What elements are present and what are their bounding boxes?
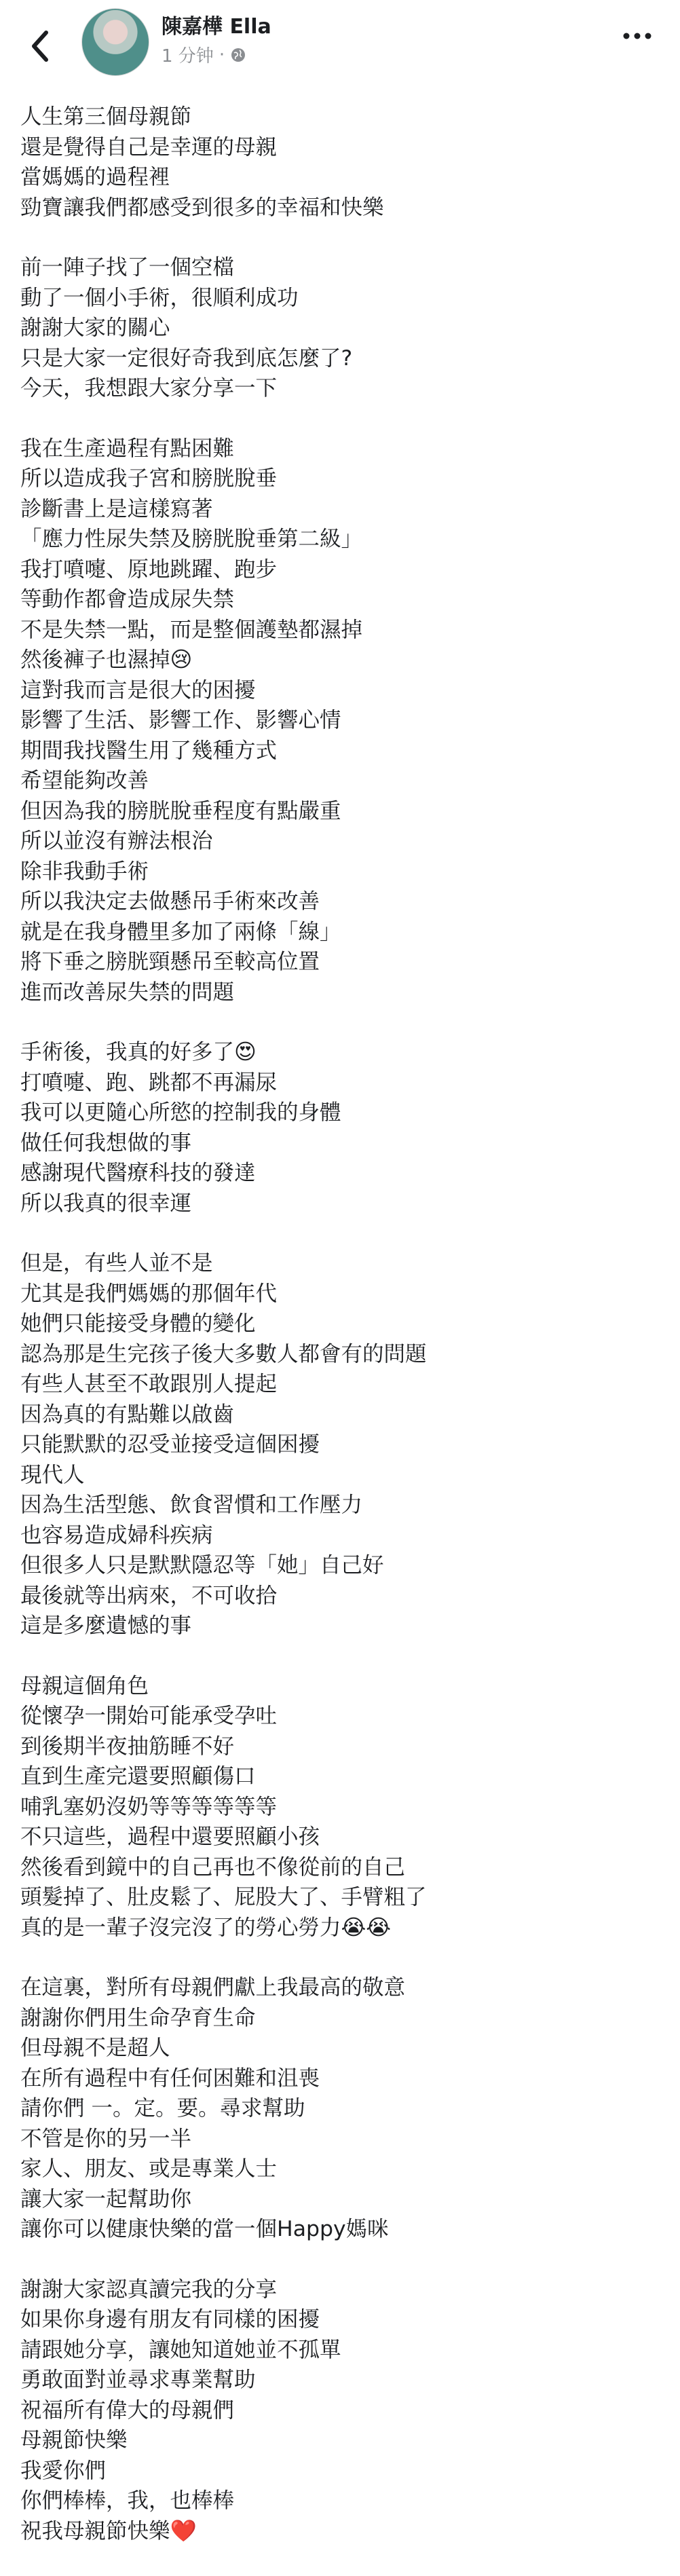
avatar[interactable] bbox=[81, 8, 149, 76]
post-line: 謝謝你們用生命孕育生命 bbox=[20, 2005, 256, 2030]
post-line: 不管是你的另一半 bbox=[20, 2126, 192, 2151]
post-line: 讓大家一起幫助你 bbox=[20, 2186, 192, 2211]
post-line: 尤其是我們媽媽的那個年代 bbox=[20, 1281, 278, 1306]
post-line: 但母親不是超人 bbox=[20, 2036, 170, 2060]
post-line: 直到生產完還要照顧傷口 bbox=[20, 1764, 256, 1789]
post-line: 只能默默的忍受並接受這個困擾 bbox=[20, 1432, 320, 1457]
post-line: 但是，有些人並不是 bbox=[20, 1251, 213, 1275]
post-line: 現代人 bbox=[20, 1462, 85, 1487]
post-line: 我愛你們 bbox=[20, 2458, 107, 2483]
post-line: 當媽媽的過程裡 bbox=[20, 165, 170, 189]
post-line: 我打噴嚏、原地跳躍、跑步 bbox=[20, 557, 278, 582]
post-line: 然後看到鏡中的自己再也不像從前的自己 bbox=[20, 1854, 406, 1880]
post-line: 然後褲子也濕掉😢 bbox=[20, 648, 193, 672]
post-line: 頭髮掉了、肚皮鬆了、屁股大了、手臂粗了 bbox=[20, 1885, 427, 1909]
post-header bbox=[0, 0, 680, 102]
post-line: 母親節快樂 bbox=[20, 2428, 128, 2452]
post-line: 到後期半夜抽筋睡不好 bbox=[20, 1734, 235, 1759]
chevron-left-icon bbox=[15, 19, 69, 73]
post-line: 感謝現代醫療科技的發達 bbox=[20, 1161, 256, 1185]
post-meta bbox=[162, 42, 246, 67]
post-line: 我可以更隨心所慾的控制我的身體 bbox=[20, 1100, 341, 1125]
post-line: 還是覺得自己是幸運的母親 bbox=[20, 134, 278, 160]
more-options-button[interactable] bbox=[613, 19, 661, 53]
post-line: 期間我找醫生用了幾種方式 bbox=[20, 738, 278, 763]
post-line: 所以我真的很幸運 bbox=[20, 1191, 192, 1216]
post-line: 謝謝大家的關心 bbox=[20, 316, 170, 340]
post-line: 只是大家一定很好奇我到底怎麼了? bbox=[20, 346, 353, 371]
post-line: 所以並沒有辦法根治 bbox=[20, 829, 213, 853]
author-name[interactable]: 陳嘉樺 Ella bbox=[162, 15, 271, 39]
post-paragraph bbox=[20, 102, 658, 223]
post-line: 因為真的有點難以啟齒 bbox=[20, 1402, 235, 1427]
post-line: 所以我決定去做懸吊手術來改善 bbox=[20, 889, 320, 914]
post-line: 如果你身邊有朋友有同樣的困擾 bbox=[20, 2307, 320, 2332]
post-line: 家人、朋友、或是專業人士 bbox=[20, 2157, 278, 2181]
post-line: 真的是一輩子沒完沒了的勞心勞力😭😭 bbox=[20, 1915, 392, 1940]
post-line: 等動作都會造成尿失禁 bbox=[20, 587, 235, 612]
post-line: 哺乳塞奶沒奶等等等等等等 bbox=[20, 1794, 278, 1819]
post-line: 動了一個小手術，很順利成功 bbox=[20, 285, 299, 310]
post-line: 祝我母親節快樂❤️ bbox=[20, 2518, 197, 2543]
post-paragraph bbox=[20, 1671, 658, 1943]
post-line: 不是失禁一點，而是整個護墊都濕掉 bbox=[20, 617, 363, 642]
post-line: 將下垂之膀胱頸懸吊至較高位置 bbox=[20, 950, 320, 974]
post-line: 她們只能接受身體的變化 bbox=[20, 1311, 256, 1336]
post-paragraph bbox=[20, 434, 658, 1008]
post-line: 謝謝大家認真讀完我的分享 bbox=[20, 2277, 278, 2302]
post-line: 人生第三個母親節 bbox=[20, 105, 192, 129]
post-line: 除非我動手術 bbox=[20, 859, 149, 884]
post-line: 你們棒棒，我，也棒棒 bbox=[20, 2488, 235, 2513]
post-line: 就是在我身體里多加了兩條「線」 bbox=[20, 919, 341, 944]
post-line: 不只這些，過程中還要照顧小孩 bbox=[20, 1825, 320, 1849]
post-line: 影響了生活、影響工作、影響心情 bbox=[20, 708, 341, 732]
post-paragraph bbox=[20, 1973, 658, 2245]
post-line: 認為那是生完孩子後大多數人都會有的問題 bbox=[20, 1341, 427, 1366]
back-button[interactable] bbox=[15, 19, 69, 73]
post-line: 但因為我的膀胱脫垂程度有點嚴重 bbox=[20, 798, 341, 823]
post-line: 祝福所有偉大的母親們 bbox=[20, 2397, 235, 2423]
post-paragraph bbox=[20, 2275, 658, 2547]
post-line: 勇敢面對並尋求專業幫助 bbox=[20, 2368, 256, 2392]
post-line: 前一陣子找了一個空檔 bbox=[20, 255, 235, 280]
post-line: 請你們 一。定。要。尋求幫助 bbox=[20, 2096, 305, 2121]
post-line: 所以造成我子宮和膀胱脫垂 bbox=[20, 466, 278, 491]
post-line: 做任何我想做的事 bbox=[20, 1130, 192, 1155]
post-line: 希望能夠改善 bbox=[20, 768, 149, 793]
post-paragraph bbox=[20, 1037, 658, 1218]
post-line: 這是多麼遺憾的事 bbox=[20, 1613, 192, 1638]
post-line: 我在生產過程有點困難 bbox=[20, 436, 235, 461]
post-line: 診斷書上是這樣寫著 bbox=[20, 496, 213, 521]
post-paragraph bbox=[20, 253, 658, 404]
post-line: 打噴嚏、跑、跳都不再漏尿 bbox=[20, 1070, 278, 1095]
post-line: 在這裏，對所有母親們獻上我最高的敬意 bbox=[20, 1975, 406, 2000]
post-paragraph bbox=[20, 1248, 658, 1641]
post-time: 1 分钟 bbox=[162, 46, 214, 67]
post-line: 但很多人只是默默隱忍等「她」自己好 bbox=[20, 1553, 384, 1578]
post-line: 勁寶讓我們都感受到很多的幸福和快樂 bbox=[20, 195, 384, 220]
post-line: 請跟她分享，讓她知道她並不孤單 bbox=[20, 2337, 341, 2362]
post-line: 有些人甚至不敢跟別人提起 bbox=[20, 1372, 278, 1396]
post-line: 「應力性尿失禁及膀胱脫垂第二級」 bbox=[20, 527, 363, 551]
post-line: 這對我而言是很大的困擾 bbox=[20, 677, 256, 703]
globe-icon bbox=[230, 47, 246, 63]
post-line: 最後就等出病來，不可收拾 bbox=[20, 1583, 278, 1608]
post-line: 手術後，我真的好多了😍 bbox=[20, 1040, 257, 1064]
more-icon bbox=[613, 19, 661, 53]
post-line: 也容易造成婦科疾病 bbox=[20, 1523, 213, 1548]
post-line: 因為生活型態、飲食習慣和工作壓力 bbox=[20, 1493, 363, 1517]
post-line: 在所有過程中有任何困難和沮喪 bbox=[20, 2066, 320, 2091]
post-line: 從懷孕一開始可能承受孕吐 bbox=[20, 1704, 278, 1728]
post-line: 讓你可以健康快樂的當一個Happy媽咪 bbox=[20, 2217, 389, 2241]
post-line: 母親這個角色 bbox=[20, 1673, 149, 1698]
meta-separator: · bbox=[219, 44, 225, 65]
post-line: 進而改善尿失禁的問題 bbox=[20, 979, 235, 1005]
post-body bbox=[20, 102, 658, 2576]
post-line: 今天，我想跟大家分享一下 bbox=[20, 376, 278, 400]
